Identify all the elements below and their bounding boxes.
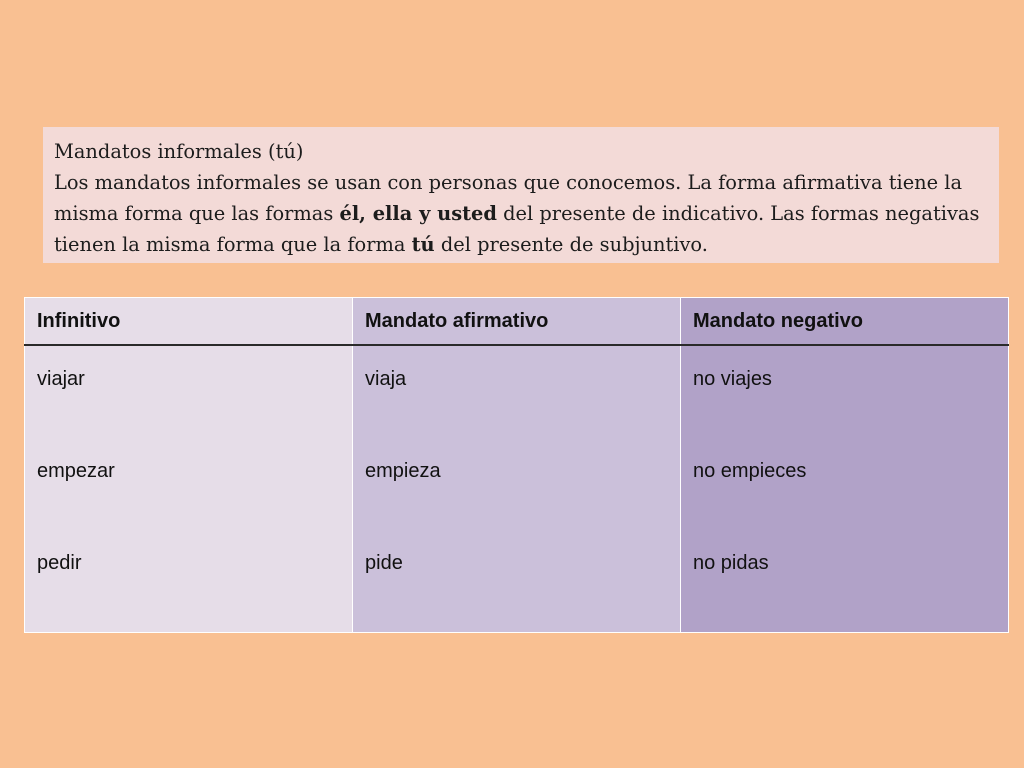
intro-paragraph xyxy=(54,167,987,260)
list-item: viajar xyxy=(37,368,85,390)
header-mandato-afirmativo: Mandato afirmativo xyxy=(353,298,681,346)
header-mandato-negativo: Mandato negativo xyxy=(681,298,1009,346)
afirmativo-cell xyxy=(353,345,681,633)
intro-bold-tu: tú xyxy=(411,233,435,256)
intro-text-2: del presente de indicativo. Las formas negativas tienen la misma forma que la forma xyxy=(54,202,980,256)
intro-textbox xyxy=(43,127,999,263)
commands-table xyxy=(24,297,1009,633)
list-item: empezar xyxy=(37,460,115,482)
intro-bold-pronouns: él, ella y usted xyxy=(339,202,497,225)
infinitivo-cell xyxy=(25,345,353,633)
intro-title: Mandatos informales (tú) xyxy=(54,140,304,163)
list-item: viaja xyxy=(365,368,407,390)
list-item: pide xyxy=(365,552,403,574)
intro-text-3: del presente de subjuntivo. xyxy=(434,233,708,256)
header-infinitivo: Infinitivo xyxy=(25,298,353,346)
list-item: no pidas xyxy=(693,552,769,574)
list-item: pedir xyxy=(37,552,82,574)
list-item: no viajes xyxy=(693,368,772,390)
intro-text-1: Los mandatos informales se usan con personas que conocemos. La forma afirmativa tiene la misma forma que las formas xyxy=(54,171,963,225)
list-item: no empieces xyxy=(693,460,807,482)
list-item: empieza xyxy=(365,460,441,482)
table-row xyxy=(25,345,1009,633)
table-header-row xyxy=(25,298,1009,346)
negativo-cell xyxy=(681,345,1009,633)
